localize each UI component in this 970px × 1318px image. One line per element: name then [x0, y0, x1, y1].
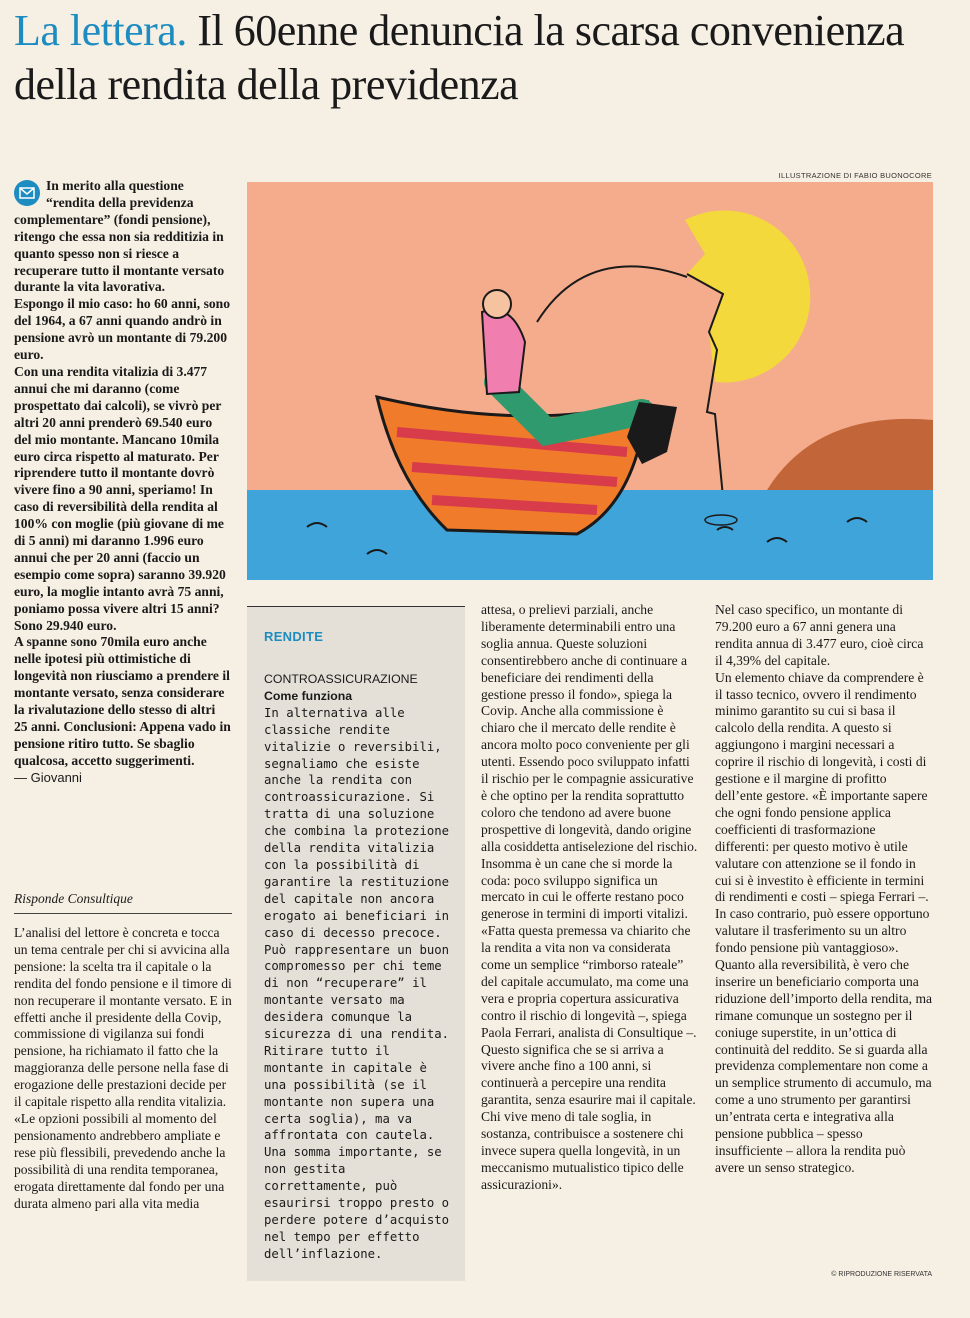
- headline-kicker: La lettera.: [14, 6, 187, 55]
- headline: [14, 4, 964, 112]
- box-title: RENDITE: [264, 629, 324, 644]
- answer-column-4: [715, 602, 933, 1177]
- box-subtitle: Come funziona: [264, 688, 353, 703]
- envelope-icon: [14, 180, 40, 206]
- answer-paragraph: Quanto alla reversibilità, è vero che inserire un beneficiario comporta una riduzione dell’importo della rendita, ma rimane comunque un sostegno per il coniuge superstite, in un’ottica di continuità del reddito. Se si guarda alla previdenza complementare non come a un semplice strumento di accumulo, ma come a uno strumento per garantirsi un’entrata certa e integrativa alla pensione pubblica – spesso insufficiente – allora la rendita può avere un senso strategico.: [715, 957, 933, 1175]
- box-kicker: CONTROASSICURAZIONE: [264, 672, 418, 686]
- box-paragraph: Ritirare tutto il montante in capitale è una possibilità (se il montante non supera una certa soglia), ma va affrontata con cautela. Una somma importante, se non gestita correttamente, può esaurirsi troppo presto o perdere potere d’acquisto nel tempo per effetto dell’inflazione.: [264, 1043, 450, 1261]
- letter-paragraph: A spanne sono 70mila euro anche nelle ipotesi più ottimistiche di longevità non riusciamo a prendere il montante versato, senza considerare la rivalutazione dello stesso di altri 25 anni. Conclusioni: Appena vado in pensione ritiro tutto. Se sbaglio qualcosa, accetto suggerimenti.: [14, 634, 231, 768]
- box-body: [264, 671, 454, 1263]
- reader-letter: [14, 178, 232, 787]
- box-paragraph: Può rappresentare un buon compromesso per chi teme di non “recuperare” il montante versato ma desidera comunque la sicurezza di una rendita.: [264, 942, 450, 1042]
- answer-paragraph: L’analisi del lettore è concreta e tocca un tema centrale per chi si avvicina alla pensione: la scelta tra il capitale o la rendita del fondo pensione e il timore di non recuperare il montante versato. E in effetti anche il presidente della Covip, commissione di vigilanza sui fondi pensione, ha richiamato il fatto che la maggioranza delle persone nella fase di erogazione delle prestazioni decide per il capitale rispetto alla rendita vitalizia. «Le opzioni possibili al momento del pensionamento andrebbero ampliate e rese più flessibili, prevedendo anche la possibilità di una rendita temporanea, erogata direttamente dal fondo per una durata almeno pari alla vita media: [14, 925, 232, 1211]
- copyright-notice: © RIPRODUZIONE RISERVATA: [831, 1271, 932, 1278]
- letter-paragraph: Espongo il mio caso: ho 60 anni, sono del 1964, a 67 anni quando andrò in pensione avrò un montante di 79.200 euro.: [14, 296, 231, 363]
- letter-paragraph: In merito alla questione “rendita della previdenza complementare” (fondi pensione), ritengo che essa non sia redditizia in quanto spesso non si riesce a recuperare tutto il montante versato durante la vita lavorativa.: [14, 178, 225, 295]
- headline-text: Il 60enne denuncia la scarsa convenienza della rendita della previdenza: [14, 6, 905, 109]
- answer-paragraph: «Fatta questa premessa va chiarito che la rendita a vita non va considerata come un semplice “rimborso rateale” del capitale accumulato, ma come una vera e propria copertura assicurativa contro il rischio di longevità –, spiega Paola Ferrari, analista di Consultique –. Questo significa che se si arriva a vivere anche fino a 100 anni, si continuerà a percepire una rendita garantita, senza esaurire mai il capitale. Chi vive meno di tale soglia, in sostanza, contribuisce a sostenere chi invece supera quella longevità, in un meccanismo mutualistico tipico delle assicurazioni».: [481, 923, 697, 1192]
- box-paragraph: In alternativa alle classiche rendite vitalizie o reversibili, segnaliamo che esiste anche la rendita con controassicurazione. Si tratta di una soluzione che combina la protezione della rendita vitalizia con la possibilità di garantire la restituzione del capitale non ancora erogato ai beneficiari in caso di decesso precoce.: [264, 705, 450, 940]
- illustration: [247, 182, 933, 580]
- illustration-credit: ILLUSTRAZIONE DI FABIO BUONOCORE: [778, 171, 932, 180]
- answer-paragraph: Un elemento chiave da comprendere è il tasso tecnico, ovvero il rendimento minimo garantito su cui si basa il calcolo della rendita. A questo si aggiungono i margini necessari a coprire il rischio di longevità, i costi di gestione e il margine di profitto dell’ente gestore. «È importante sapere che ogni fondo pensione applica coefficienti di trasformazione differenti: per questo motivo è utile valutare con attenzione se il fondo in cui si è investito è efficiente in termini di rendimenti e costi – spiega Ferrari –. In caso contrario, può essere opportuno valutare il trasferimento su un altro fondo pensione più vantaggioso».: [715, 669, 930, 956]
- reply-label: Risponde Consultique: [14, 891, 133, 906]
- answer-paragraph: Nel caso specifico, un montante di 79.200 euro a 67 anni genera una rendita annua di 3.477 euro, cioè circa il 4,39% del capitale.: [715, 602, 924, 668]
- answer-column-3: [481, 602, 699, 1194]
- letter-signature: — Giovanni: [14, 769, 82, 785]
- answer-paragraph: attesa, o prelievi parziali, anche liberamente determinabili entro una soglia annua. Queste soluzioni consentirebbero anche di continuare a beneficiare dei rendimenti della gestione presso il fondo», spiega la Covip. Anche alla commissione è chiaro che il mercato delle rendite è ancora molto poco conveniente per gli utenti. Essendo poco sviluppato infatti il rischio per le compagnie assicurative è che optino per la rendita soprattutto coloro che tendono ad avere buone prospettive di longevità, dando origine alla cosiddetta antiselezione del rischio. Insomma è un cane che si morde la coda: poco sviluppo significa un mercato in cui le offerte restano poco generose in termini di importi vitalizi.: [481, 602, 698, 922]
- letter-paragraph: Con una rendita vitalizia di 3.477 annui che mi daranno (come prospettato dai calcoli), se vivrò per altri 20 anni prenderò 69.540 euro del mio montante. Mancano 10mila euro circa rispetto al maturato. Per riprendere tutto il montante dovrò vivere fino a 90 anni, speriamo! In caso di reversibilità della rendita al 100% con moglie (più giovane di me di 5 anni) mi daranno 1.996 euro annui che per 20 anni (faccio un esempio come sopra) saranno 39.920 euro, la moglie intanto avrà 75 anni, poniamo possa vivere altri 15 anni? Sono 29.940 euro.: [14, 363, 226, 633]
- divider: [14, 913, 232, 914]
- answer-column-1: [14, 925, 232, 1212]
- sidebar-box: [247, 606, 465, 1281]
- illustration-fisher-head: [483, 290, 511, 318]
